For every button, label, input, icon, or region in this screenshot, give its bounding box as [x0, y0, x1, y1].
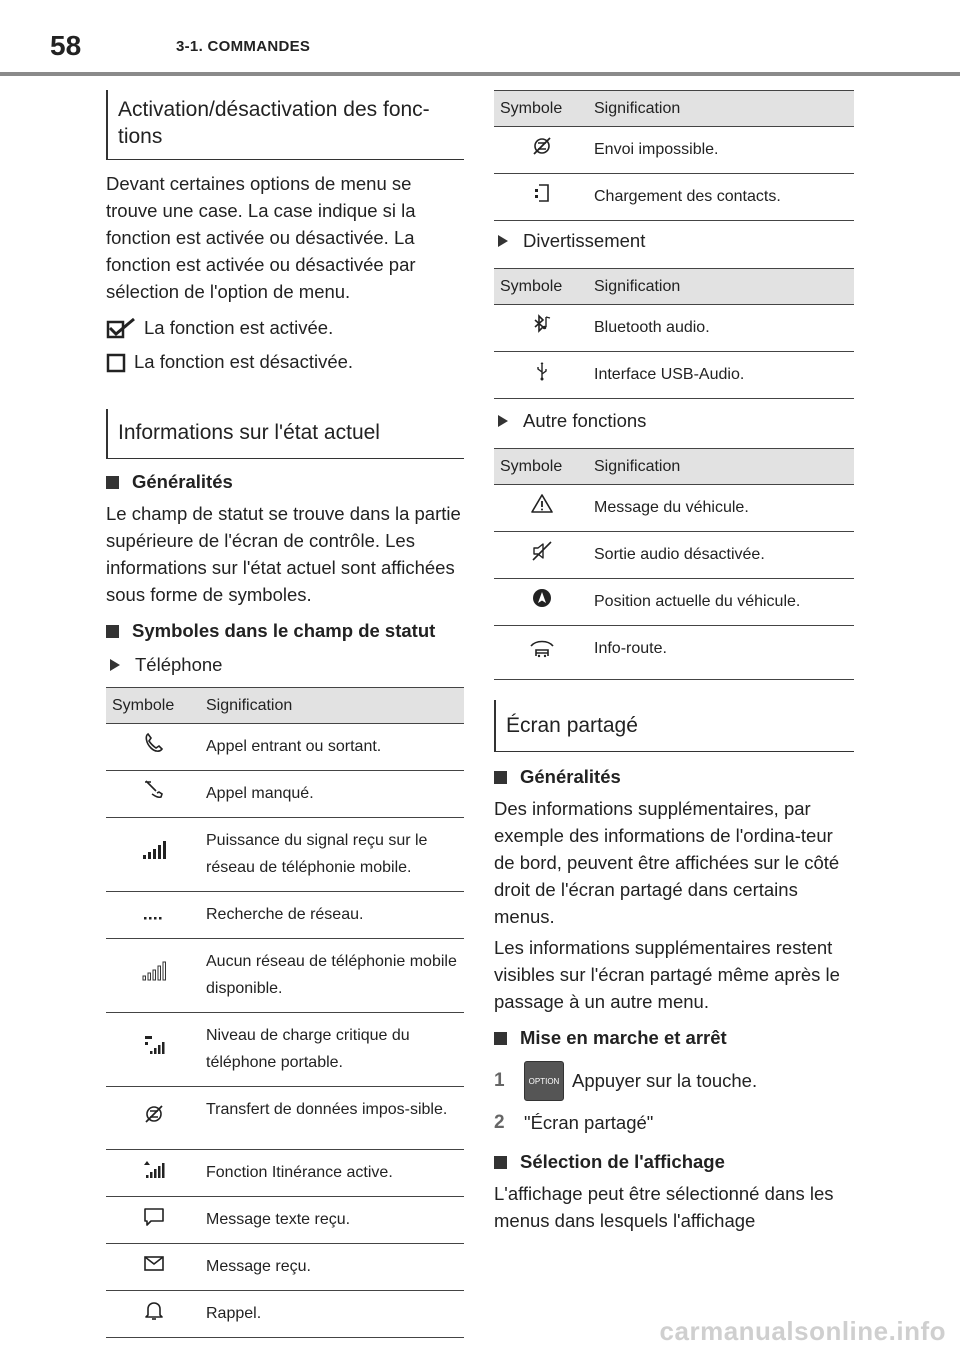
bell-icon [142, 1298, 166, 1322]
display-selection-body: L'affichage peut être sélectionné dans les menus dans lesquels l'affichage [494, 1183, 834, 1231]
column-symbol: Symbole [494, 449, 590, 485]
general-body: Le champ de statut se trouve dans la partie supérieure de l'écran de contrôle. Les informations sur l'état actuel sont affichées sous forme de symboles. [106, 503, 461, 605]
header-rule [0, 72, 960, 76]
square-bullet [494, 771, 507, 784]
phone-symbols-table-continued [494, 90, 854, 221]
activation-body: Devant certaines options de menu se trouve une case. La case indique si la fonction est activée ou désactivée. La fonction est activée ou désactivée par sélection de l'option de menu. [106, 173, 416, 302]
checked-box-icon [106, 317, 142, 339]
table-cell: Recherche de réseau. [202, 892, 464, 939]
step-2-text: "Écran partagé" [524, 1112, 654, 1133]
table-cell: Position actuelle du véhicule. [590, 579, 854, 626]
enabled-label: La fonction est activée. [144, 317, 334, 338]
table-cell: Appel manqué. [202, 771, 464, 818]
phone-call-icon [142, 731, 166, 755]
chapter-title: 3-1. COMMANDES [176, 38, 311, 55]
table-cell: Sortie audio désactivée. [590, 532, 854, 579]
traffic-info-icon [528, 636, 556, 660]
table-row [106, 1291, 464, 1338]
table-cell: Rappel. [202, 1291, 464, 1338]
column-symbol: Symbole [494, 269, 590, 305]
empty-box-icon [106, 351, 132, 373]
table-row [494, 626, 854, 680]
table-row [106, 892, 464, 939]
table-row [106, 1150, 464, 1197]
envelope-icon [142, 1251, 166, 1275]
split-general-body-2: Les informations supplémentaires restent visibles sur l'écran partagé même après le passage à un autre menu. [494, 937, 840, 1012]
page-header [0, 0, 960, 76]
table-cell: Chargement des contacts. [590, 174, 854, 221]
table-cell: Niveau de charge critique du téléphone portable. [202, 1013, 464, 1087]
step-number: 2 [494, 1112, 505, 1133]
section-title-split-screen: Écran partagé [494, 700, 854, 752]
column-symbol: Symbole [494, 91, 590, 127]
column-meaning: Signification [590, 91, 854, 127]
table-row [106, 1013, 464, 1087]
table-row [106, 939, 464, 1013]
table-header-row [494, 91, 854, 127]
contacts-loading-icon [530, 181, 554, 205]
table-cell: Message texte reçu. [202, 1197, 464, 1244]
table-cell: Message du véhicule. [590, 485, 854, 532]
table-row [106, 724, 464, 771]
square-bullet [494, 1156, 507, 1169]
arrow-bullet [110, 659, 120, 671]
table-row [494, 174, 854, 221]
table-row [494, 127, 854, 174]
phone-symbols-table [106, 687, 464, 1338]
square-bullet [106, 476, 119, 489]
general-heading: Généralités [106, 467, 464, 497]
missed-call-icon [142, 778, 166, 802]
right-column [494, 90, 854, 1234]
step-1-text: Appuyer sur la touche. [572, 1070, 758, 1091]
send-impossible-icon [530, 134, 554, 158]
table-row [106, 818, 464, 892]
enabled-line [106, 311, 464, 345]
table-row [106, 771, 464, 818]
table-cell: Message reçu. [202, 1244, 464, 1291]
entertainment-label: Divertissement [494, 225, 854, 257]
table-row [494, 579, 854, 626]
column-meaning: Signification [590, 449, 854, 485]
page-number: 58 [50, 30, 82, 61]
arrow-bullet [498, 235, 508, 247]
table-header-row [494, 449, 854, 485]
other-functions-label: Autre fonctions [494, 405, 854, 437]
entertainment-symbols-table [494, 268, 854, 399]
table-header-row [106, 688, 464, 724]
table-cell: Info-route. [590, 626, 854, 680]
arrow-bullet [498, 415, 508, 427]
disabled-line [106, 345, 464, 379]
symbols-heading: Symboles dans le champ de statut [106, 616, 464, 646]
data-transfer-blocked-icon [142, 1102, 166, 1126]
display-selection-heading: Sélection de l'affichage [494, 1147, 854, 1177]
warning-triangle-icon [530, 492, 554, 516]
text-message-icon [142, 1204, 166, 1228]
no-network-icon [141, 959, 167, 983]
split-general-body-1: Des informations supplémentaires, par exemple des informations de l'ordina-teur de bord, peuvent être affichées sur le côté droit de l'écran partagé dans certains menus. [494, 798, 840, 927]
table-header-row [494, 269, 854, 305]
table-row [106, 1087, 464, 1150]
split-general-heading: Généralités [494, 762, 854, 792]
bluetooth-audio-icon [530, 312, 554, 336]
network-search-icon [142, 899, 166, 923]
watermark: carmanualsonline.info [659, 1316, 946, 1346]
on-off-heading: Mise en marche et arrêt [494, 1023, 854, 1053]
battery-critical-icon [142, 1033, 166, 1057]
table-row [494, 532, 854, 579]
table-row [106, 1244, 464, 1291]
section-title-status: Informations sur l'état actuel [106, 409, 464, 459]
table-cell: Interface USB-Audio. [590, 352, 854, 399]
column-symbol: Symbole [106, 688, 202, 724]
usb-icon [530, 359, 554, 383]
column-meaning: Signification [590, 269, 854, 305]
option-button-icon: OPTION [524, 1061, 564, 1101]
roaming-icon [142, 1157, 166, 1181]
phone-label: Téléphone [106, 649, 464, 681]
table-cell: Aucun réseau de téléphonie mobile disponible. [202, 939, 464, 1013]
square-bullet [494, 1032, 507, 1045]
table-row [106, 1197, 464, 1244]
table-cell: Fonction Itinérance active. [202, 1150, 464, 1197]
step-2 [494, 1103, 854, 1143]
step-1 [494, 1059, 854, 1103]
table-row [494, 305, 854, 352]
square-bullet [106, 625, 119, 638]
table-row [494, 485, 854, 532]
table-cell: Puissance du signal reçu sur le réseau de téléphonie mobile. [202, 818, 464, 892]
left-column [106, 90, 464, 1338]
signal-strength-icon [141, 838, 167, 862]
table-row [494, 352, 854, 399]
other-symbols-table [494, 448, 854, 680]
table-cell: Appel entrant ou sortant. [202, 724, 464, 771]
column-meaning: Signification [202, 688, 464, 724]
section-title-activation: Activation/désactivation des fonc-tions [106, 90, 464, 160]
table-cell: Transfert de données impos-sible. [202, 1087, 464, 1150]
audio-off-icon [530, 539, 554, 563]
vehicle-position-icon [530, 586, 554, 610]
disabled-label: La fonction est désactivée. [134, 351, 354, 372]
table-cell: Envoi impossible. [590, 127, 854, 174]
table-cell: Bluetooth audio. [590, 305, 854, 352]
step-number: 1 [494, 1070, 505, 1091]
